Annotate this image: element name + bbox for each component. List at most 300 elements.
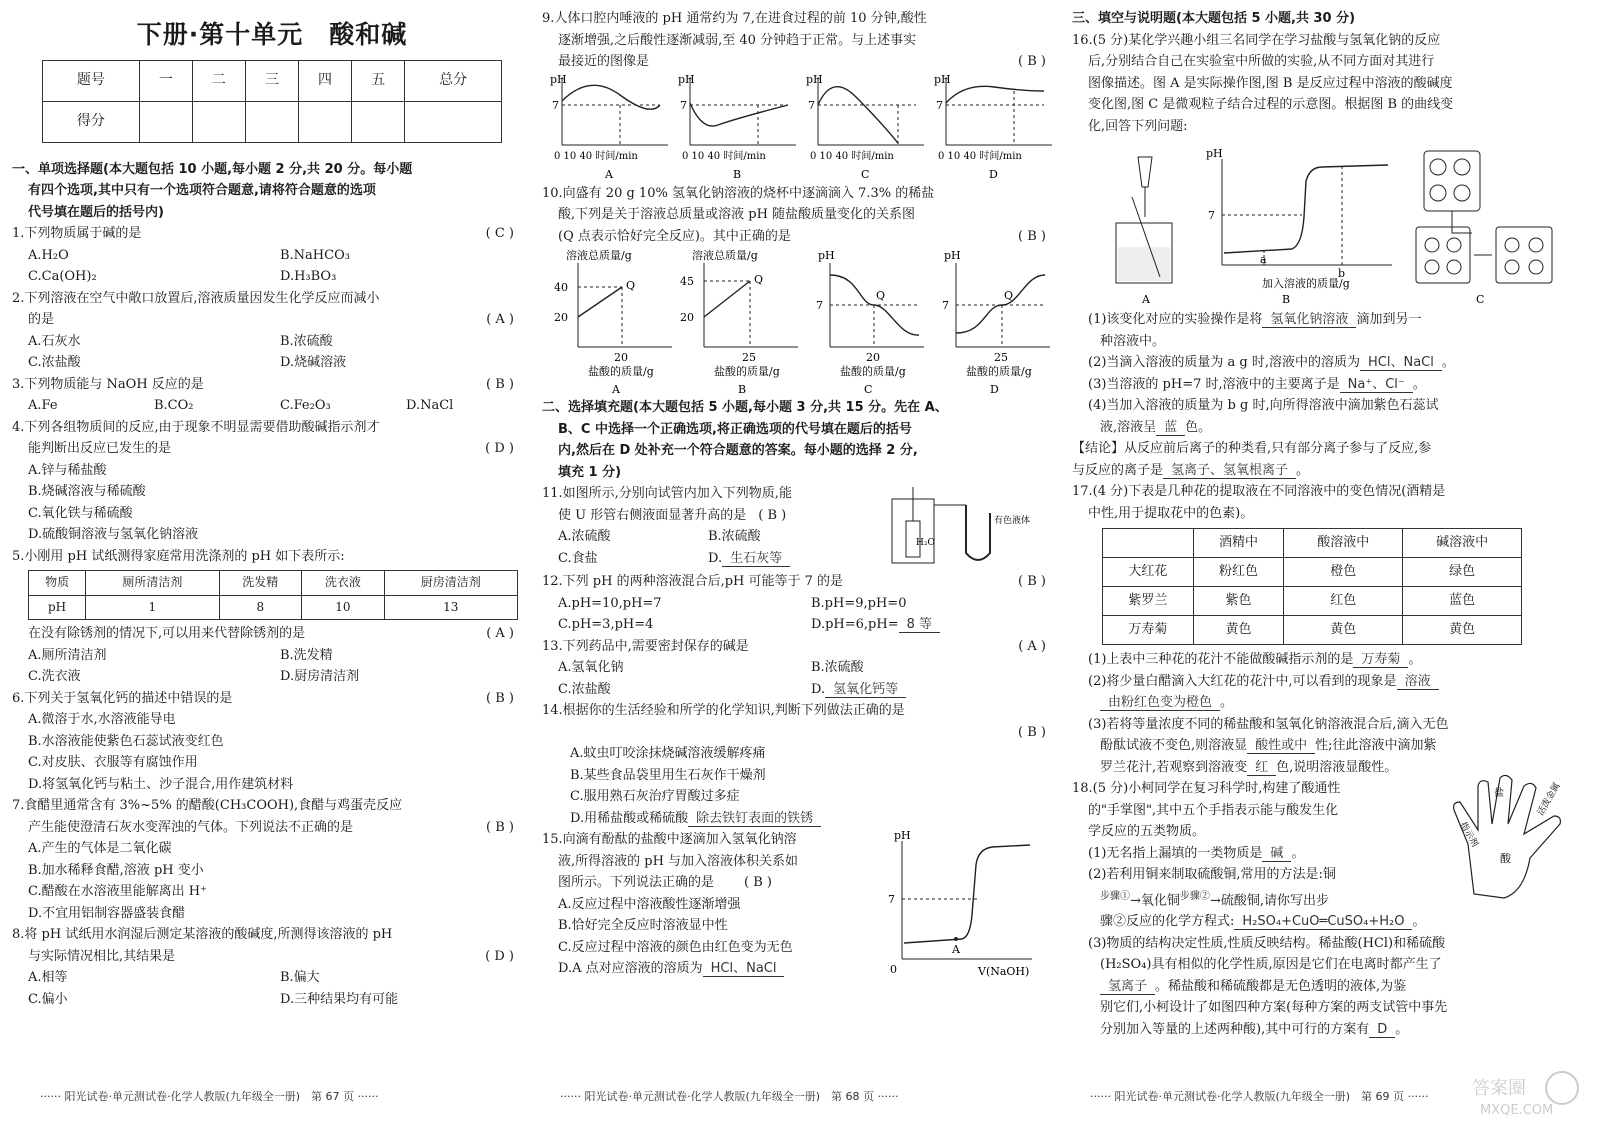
answer-bracket: ( D ) [485,441,514,456]
point-label: Q [1004,289,1014,302]
answer-fill: 酸性或中 [1247,738,1315,754]
graph-label: D [989,167,998,181]
option-a: A.锌与稀盐酸 [28,462,107,478]
question-stem: 酸,下列是关于溶液总质量或溶液 pH 随盐酸质量变化的关系图 [558,207,916,222]
table-cell: 黄色 [1193,616,1284,645]
question-part: (H₂SO₄)具有相似的化学性质,原因是它们在电离时都产生了 [1100,957,1442,973]
score-head-cell: 三 [245,60,298,101]
option-c: C.洗衣液 [28,669,81,684]
option-d: D.硫酸铜溶液与氢氧化钠溶液 [28,527,199,542]
footer-page-69: ······ 阳光试卷·单元测试卷·化学人教版(九年级全一册) 第 69 页 ······ [1090,1090,1429,1103]
table-header: 厕所清洁剂 [86,571,219,596]
option-a: A.厕所清洁剂 [28,647,107,663]
table-cell: 紫罗兰 [1103,587,1194,616]
options [542,679,1064,701]
question-part: 罗兰花汁,若观察到溶液变 [1100,759,1248,775]
question-part: 。 [1412,376,1426,392]
score-head-cell: 一 [139,60,192,101]
answer-bracket: ( A ) [486,312,514,327]
tick-label: 40 [554,281,568,294]
x-ticks: 0 10 40 时间/min [682,150,766,162]
option-b: B.浓硫酸 [708,529,761,544]
options [542,657,1064,679]
table-cell: pH [29,595,86,620]
option-b: B.某些食品袋里用生石灰作干燥剂 [570,767,766,783]
footer-page-68: ······ 阳光试卷·单元测试卷·化学人教版(九年级全一册) 第 68 页 ······ [560,1090,899,1103]
table-cell: 粉红色 [1193,558,1284,587]
q9-ph-graphs [542,73,1062,183]
option-c: C.pH=3,pH=4 [558,617,654,632]
section-1-header: 有四个选项,其中只有一个选项符合题意,请将符合题意的选项 [28,183,376,198]
table-cell: 大红花 [1103,558,1194,587]
option-c: C.对皮肤、衣服等有腐蚀作用 [28,755,198,770]
table-cell: 万寿菊 [1103,616,1194,645]
q9-graph-d [934,73,1052,181]
q10-graph-b [680,248,798,396]
answer-bracket: ( B ) [1018,574,1046,589]
table-cell: 1 [86,595,219,620]
option-d: D.三种结果均有可能 [280,991,399,1007]
table-header [1103,529,1194,558]
hand-label-acid: 酸 [1500,852,1511,865]
option-b: B.加水稀释食醋,溶液 pH 变小 [28,862,204,878]
label-colored-liquid: 有色液体 [994,516,1031,526]
table-header: 物质 [29,571,86,596]
option-c: C.浓盐酸 [558,681,611,697]
answer-fill: 氢氧化钙等 [825,682,906,698]
question-stem: 后,分别结合自己在实验室中所做的实验,从不同方面对其进行 [1088,54,1435,69]
option-b: B.烧碱溶液与稀硫酸 [28,484,146,499]
score-head-cell: 四 [299,60,352,101]
axis-label: pH [550,72,567,86]
axis-label: 溶液总质量/g [566,249,632,262]
option-b: B.浓硫酸 [280,333,333,349]
question-part: 分别加入等量的上述两种酸),其中可行的方案有 [1100,1021,1370,1037]
point-label: A [952,943,960,956]
q9-graph-b [678,73,796,181]
score-cell[interactable] [299,101,352,142]
watermark-text: 答案圈 [1472,1078,1526,1099]
page-title: 下册·第十单元 酸和碱 [136,20,408,49]
answer-bracket: ( B ) [1018,724,1046,740]
option-c: C.Fe₂O₃ [280,398,331,413]
table-header: 洗发精 [219,571,302,596]
question-15 [542,829,1064,989]
question-part: 。 [1441,355,1455,370]
question-16: 16.(5 分)某化学兴趣小组三名同学在学习盐酸与氢氧化钠的反应 [1072,32,1441,48]
conclusion: 。 [1296,462,1310,478]
option-a: A.产生的气体是二氧化碳 [28,841,172,856]
answer-fill: 除去铁钉表面的铁锈 [688,811,821,827]
question-stem: (Q 点表示恰好完全反应)。其中正确的是 [558,228,791,244]
option-a: A.H₂O [28,247,69,263]
question-13: 13.下列药品中,需要密封保存的碱是 [542,638,749,654]
options [542,593,1064,615]
label-water: H₂O [916,538,935,548]
point-label: Q [876,289,886,302]
question-part: (1)无名指上漏填的一类物质是 [1088,845,1263,861]
table-cell: 8 [219,595,302,620]
question-stem: 1.下列物质属于碱的是 [12,226,142,241]
question-stem: 图像描述。图 A 是实际操作图,图 B 是反应过程中溶液的酸碱度 [1088,75,1453,91]
answer-fill: 蓝 [1156,420,1185,436]
question-11 [542,483,1064,571]
score-cell[interactable] [352,101,405,142]
question-part: (2)若利用铜来制取硫酸铜,常用的方法是:铜 [1088,867,1336,882]
tick-label: b [1338,267,1346,280]
option-a: A.Fe [28,398,58,413]
question-7: 7.食醋里通常含有 3%~5% 的醋酸(CH₃COOH),食醋与鸡蛋壳反应 [12,798,403,813]
score-head-cell: 二 [192,60,245,101]
answer-fill: 氢离子、氢氧根离子 [1163,463,1296,479]
finger-label: 盐 [1494,788,1504,799]
question-part: 。 [1408,652,1422,667]
option-d: D. [811,681,826,697]
question-stem: 3.下列物质能与 NaOH 反应的是 [12,376,204,392]
option-a: A.pH=10,pH=7 [558,595,662,611]
q9-graph-c [806,73,924,181]
question-2: 2.下列溶液在空气中敞口放置后,溶液质量因发生化学反应而减小 [12,290,380,306]
section-1-header: 代号填在题后的括号内) [28,204,164,220]
answer-fill: 生石灰等 [722,551,790,567]
table-cell: 红色 [1284,587,1403,616]
options [12,331,532,353]
tick-label: 20 [554,311,568,324]
option-c: C.Ca(OH)₂ [28,269,97,284]
table-cell: 黄色 [1284,616,1403,645]
question-17: 17.(4 分)下表是几种花的提取液在不同溶液中的变色情况(酒精是 [1072,484,1446,499]
question-part: (2)当滴入溶液的质量为 a g 时,溶液中的溶质为 [1088,355,1361,370]
option-c: C.食盐 [558,550,598,566]
option-b: B.偏大 [280,970,320,985]
axis-label: pH [818,249,835,262]
question-stem: 能判断出反应已发生的是 [28,441,172,456]
tick-label: 20 [614,351,628,364]
options [12,395,532,417]
question-stem: 在没有除锈剂的情况下,可以用来代替除锈剂的是 [28,626,306,641]
option-d: D.A 点对应溶液的溶质为 [558,961,703,976]
score-cell[interactable] [245,101,298,142]
section-2-header: 二、选择填充题(本大题包括 5 小题,每小题 3 分,共 15 分。先在 A、 [542,400,948,415]
tick-label: 7 [808,98,815,112]
answer-bracket: ( D ) [485,948,514,964]
option-c: C.醋酸在水溶液里能解离出 H⁺ [28,884,207,899]
score-label: 得分 [43,101,140,142]
option-a: A.相等 [28,970,68,985]
table-cell: 黄色 [1403,616,1522,645]
options [12,967,532,989]
question-part: (3)若将等量浓度不同的稀盐酸和氢氧化钠溶液混合后,滴入无色 [1088,716,1449,732]
option-b: B.CO₂ [154,398,194,413]
question-part: (3)物质的结构决定性质,性质反映结构。稀盐酸(HCl)和稀硫酸 [1088,935,1446,951]
options [12,352,532,374]
step-label: 步骤② [1179,890,1210,902]
section-1-header: 一、单项选择题(本大题包括 10 小题,每小题 2 分,共 20 分。每小题 [12,161,413,177]
conclusion: 【结论】从反应前后离子的种类看,只有部分离子参与了反应,参 [1072,441,1432,456]
answer-fill: H₂SO₄+CuO═CuSO₄+H₂O [1234,914,1412,930]
flower-table [1102,528,1522,645]
reaction-step: 氧化铜 [1140,892,1180,908]
axis-label: pH [944,249,961,262]
table-header: 厨房清洁剂 [384,571,517,596]
graph-label: A [612,383,620,396]
question-stem: 逐渐增强,之后酸性逐渐减弱,至 40 分钟趋于正常。与上述事实 [558,32,917,48]
answer-bracket: ( A ) [1018,638,1046,654]
table-cell: 10 [302,595,385,620]
graph-label: B [738,383,747,396]
option-a: A.氢氧化钠 [558,660,624,675]
hand-diagram [1444,774,1584,904]
answer-bracket: ( C ) [485,226,514,241]
axis-label: V(NaOH) [978,965,1030,978]
question-part: 色,说明溶液显酸性。 [1276,759,1398,775]
axis-label: pH [1206,147,1223,160]
score-head-cell: 五 [352,60,405,101]
option-b: B.洗发精 [280,647,333,663]
q16-fig-a-beaker [1116,157,1172,306]
question-stem: 6.下列关于氢氧化钙的描述中错误的是 [12,690,233,706]
question-stem: 化,回答下列问题: [1088,118,1188,134]
tick-label: 7 [888,893,895,906]
page-69 [1072,8,1592,1078]
section-3-header: 三、填空与说明题(本大题包括 5 小题,共 30 分) [1072,11,1356,26]
option-d: D. [708,550,723,566]
q16-fig-c-particles [1416,151,1552,306]
axis-label: 盐酸的质量/g [714,365,780,378]
question-stem: 液,所得溶液的 pH 与加入溶液体积关系如 [558,853,799,869]
axis-label: pH [894,829,911,842]
option-d: D.不宜用铝制容器盛装食醋 [28,905,186,921]
answer-fill: 碱 [1262,846,1291,862]
table-header: 洗衣液 [302,571,385,596]
tick-label: 7 [552,98,559,112]
option-d: D.NaCl [406,398,454,413]
axis-label: 盐酸的质量/g [966,365,1032,378]
section-2-header: 填充 1 分) [558,464,622,480]
axis-label: pH [934,72,951,86]
question-4: 4.下列各组物质间的反应,由于现象不明显需要借助酸碱指示剂才 [12,419,380,435]
question-8: 8.将 pH 试纸用水润湿后测定某溶液的酸碱度,所测得该溶液的 pH [12,927,393,942]
question-part: (1)上表中三种花的花汁不能做酸碱指示剂的是 [1088,652,1354,667]
section-2-header: 内,然后在 D 处补充一个符合题意的答案。每小题的选择 2 分, [558,443,918,458]
figure-label: B [1282,293,1291,306]
answer-fill: 氢氧化钠溶液 [1262,312,1356,328]
question-part: 。 [1220,695,1234,710]
question-stem: 学反应的五类物质。 [1088,824,1206,839]
axis-label: 溶液总质量/g [692,249,758,262]
answer-bracket: ( B ) [486,690,514,706]
question-3 [12,374,532,396]
answer-bracket: ( B ) [486,819,514,835]
option-d: D.烧碱溶液 [280,355,347,370]
tick-label: 7 [1208,209,1215,222]
question-part: 。 [1291,845,1305,861]
q10-graph-a [554,248,672,396]
option-b: B.浓硫酸 [811,660,864,675]
question-stem: 的"手掌图",其中五个手指表示能与酸发生化 [1088,802,1339,818]
watermark-logo [1470,1068,1580,1118]
option-a: A.浓硫酸 [558,529,611,544]
question-18: 18.(5 分)小柯同学在复习科学时,构建了酸通性 的"手掌图",其中五个手指表示能与酸发生化 学反应的五类物质。 (1)无名指上漏填的一类物质是 碱 。 (2)若利用铜来制取硫酸铜,常用的方法是:铜 $^{步骤①}$→氧化铜$^{步骤②}$→硫酸铜,请你写出步 骤②反应的化学方程式: H₂SO₄+CuO═CuSO₄+H₂O 。 (3)物质的结构决定性质,性质反映结构。稀盐酸(HCl)和稀硫酸 (H₂SO₄)具有相似的化学性质,原因是它们在电离时都产生了 氢离子 。稀盐酸和稀硫酸都是无色透明的液体,为鉴 别它们,小柯设计了如图四种方案(每种方案的两支试管中事先 分别加入等量的上述两种酸),其中可行的方案有 D 。 酸 盐 指示剂 活泼金属 [1072,778,1592,1040]
x-ticks: 0 10 40 时间/min [938,150,1022,162]
score-table [42,60,502,143]
option-d: D.将氢氧化钙与粘土、沙子混合,用作建筑材料 [28,776,294,792]
question-12: 12.下列 pH 的两种溶液混合后,pH 可能等于 7 的是 [542,574,844,589]
reaction-step: 硫酸铜,请你写出步 [1220,892,1329,908]
tick-label: 20 [866,351,880,364]
option-a: A.蚊虫叮咬涂抹烧碱溶液缓解疼痛 [570,746,766,761]
option-d: D.厨房清洁剂 [280,669,360,684]
answer-fill: 8 等 [899,617,940,633]
score-cell[interactable] [192,101,245,142]
answer-fill: Na⁺、Cl⁻ [1340,377,1413,393]
conclusion: 与反应的离子是 [1072,462,1164,478]
graph-label: C [864,383,873,396]
tick-label: 25 [742,351,756,364]
option-c: C.反应过程中溶液的颜色由红色变为无色 [558,939,793,955]
figure-label: A [1142,293,1150,306]
tick-label: 45 [680,275,694,288]
question-stem: 使 U 形管右侧液面显著升高的是 [558,507,747,523]
question-part: 酚酞试液不变色,则溶液显 [1100,738,1248,753]
question-part: 种溶液中。 [1100,333,1166,349]
question-1 [12,223,532,245]
question-part: 骤②反应的化学方程式: [1100,914,1235,930]
score-head-cell: 题号 [43,60,140,101]
tick-label: 20 [680,311,694,324]
tick-label: 7 [942,299,949,312]
q10-graph-c [816,249,924,396]
q9-graph-a [550,73,668,181]
options [12,666,532,688]
question-14: 14.根据你的生活经验和所学的化学知识,判断下列做法正确的是 [542,703,905,718]
tick-label: 0 [890,963,897,976]
q10-graphs [542,247,1062,397]
question-part: 性;往此溶液中滴加紫 [1315,738,1437,753]
q16-figures [1072,137,1582,309]
point-label: Q [626,279,636,292]
question-part: 。 [1412,914,1426,930]
step-label: 步骤① [1100,890,1130,902]
u-tube-apparatus [882,483,1042,569]
table-cell: 13 [384,595,517,620]
answer-bracket: ( B ) [486,376,514,392]
answer-fill: 红 [1247,760,1276,776]
answer-bracket: ( B ) [1018,228,1046,244]
axis-label: pH [678,72,695,86]
option-a: A.微溶于水,水溶液能导电 [28,712,176,727]
table-header: 酒精中 [1193,529,1284,558]
question-part: (4)当加入溶液的质量为 b g 时,向所得溶液中滴加紫色石蕊试 [1088,398,1439,413]
question-part: 别它们,小柯设计了如图四种方案(每种方案的两支试管中事先 [1100,1000,1448,1016]
option-d: D.pH=6,pH= [811,617,899,632]
answer-fill: 溶液 [1397,674,1439,690]
options [12,645,532,667]
footer-page-67: ······ 阳光试卷·单元测试卷·化学人教版(九年级全一册) 第 67 页 ······ [40,1090,379,1103]
answer-fill: HCl、NaCl [703,961,785,977]
table-header: 碱溶液中 [1403,529,1522,558]
option-a: A.石灰水 [28,333,81,349]
question-10: 10.向盛有 20 g 10% 氢氧化钠溶液的烧杯中逐滴滴入 7.3% 的稀盐 [542,185,935,201]
axis-label: 盐酸的质量/g [588,365,654,378]
question-5: 5.小刚用 pH 试纸测得家庭常用洗涤剂的 pH 如下表所示: [12,548,345,564]
score-head-cell: 总分 [405,60,502,101]
page-68 [542,8,1064,1078]
score-cell[interactable] [139,101,192,142]
x-ticks: 0 10 40 时间/min [554,150,638,162]
question-part: 。 [1395,1021,1409,1037]
finger-label: 活泼金属 [1535,781,1563,818]
option-b: B.恰好完全反应时溶液显中性 [558,918,728,933]
options [542,614,1064,636]
question-stem: 与实际情况相比,其结果是 [28,948,176,964]
question-6 [12,688,532,710]
table-cell: 绿色 [1403,558,1522,587]
answer-bracket: ( B ) [1018,54,1046,69]
figure-label: C [1476,293,1485,306]
option-b: B.水溶液能使紫色石蕊试液变红色 [28,733,224,749]
answer-bracket: ( B ) [758,507,787,523]
tick-label: 7 [936,98,943,112]
question-part: 色。 [1185,419,1212,435]
option-c: C.偏小 [28,991,68,1007]
question-part: 。稀盐酸和稀硫酸都是无色透明的液体,为鉴 [1155,978,1407,994]
answer-fill: HCl、NaCl [1360,355,1442,371]
section-2-header: B、C 中选择一个正确选项,将正确选项的代号填在题后的括号 [558,421,912,437]
tick-label: 25 [994,351,1008,364]
graph-label: B [733,167,742,181]
option-d: D.H₃BO₃ [280,269,337,284]
question-part: 滴加到另一 [1356,312,1422,327]
graph-label: A [605,167,613,181]
score-cell[interactable] [405,101,502,142]
graph-label: C [861,167,870,181]
question-stem: 11.如图所示,分别向试管内加入下列物质,能 [542,486,792,501]
option-c: C.浓盐酸 [28,355,81,370]
question-stem: 最接近的图像是 [558,54,650,69]
finger-label: 指示剂 [1457,820,1480,849]
question-stem: 中性,用于提取花中的色素)。 [1088,505,1254,521]
question-part: 液,溶液呈 [1100,419,1157,435]
answer-fill: 氢离子 [1100,979,1155,995]
axis-label: pH [806,72,823,86]
page-67 [12,8,532,1078]
table-cell: 紫色 [1193,587,1284,616]
option-b: B.pH=9,pH=0 [811,595,907,611]
axis-label: 加入溶液的质量/g [1262,277,1350,290]
option-c: C.服用熟石灰治疗胃酸过多症 [570,789,740,804]
option-a: A.反应过程中溶液酸性逐渐增强 [558,896,741,912]
question-stem: 变化图,图 C 是微观粒子结合过程的示意图。根据图 B 的曲线变 [1088,97,1454,112]
question-part: (3)当溶液的 pH=7 时,溶液中的主要离子是 [1088,376,1340,392]
q15-ph-graph [882,825,1042,981]
answer-fill: 万寿菊 [1353,652,1408,668]
options [12,245,532,267]
point-label: Q [754,273,764,286]
options [12,266,532,288]
ph-table [28,570,518,620]
question-stem: 图所示。下列说法正确的是 [558,875,715,890]
tick-label: 7 [816,299,823,312]
options [12,989,532,1011]
option-c: C.氧化铁与稀硫酸 [28,505,133,521]
question-stem: 产生能使澄清石灰水变浑浊的气体。下列说法不正确的是 [28,819,354,835]
option-d: D.用稀盐酸或稀硫酸 [570,810,689,826]
answer-bracket: ( B ) [744,875,772,890]
question-stem: 15.向滴有酚酞的盐酸中逐滴加入氢氧化钠溶 [542,832,797,847]
question-stem: 18.(5 分)小柯同学在复习科学时,构建了酸通性 [1072,781,1341,796]
table-header: 酸溶液中 [1284,529,1403,558]
